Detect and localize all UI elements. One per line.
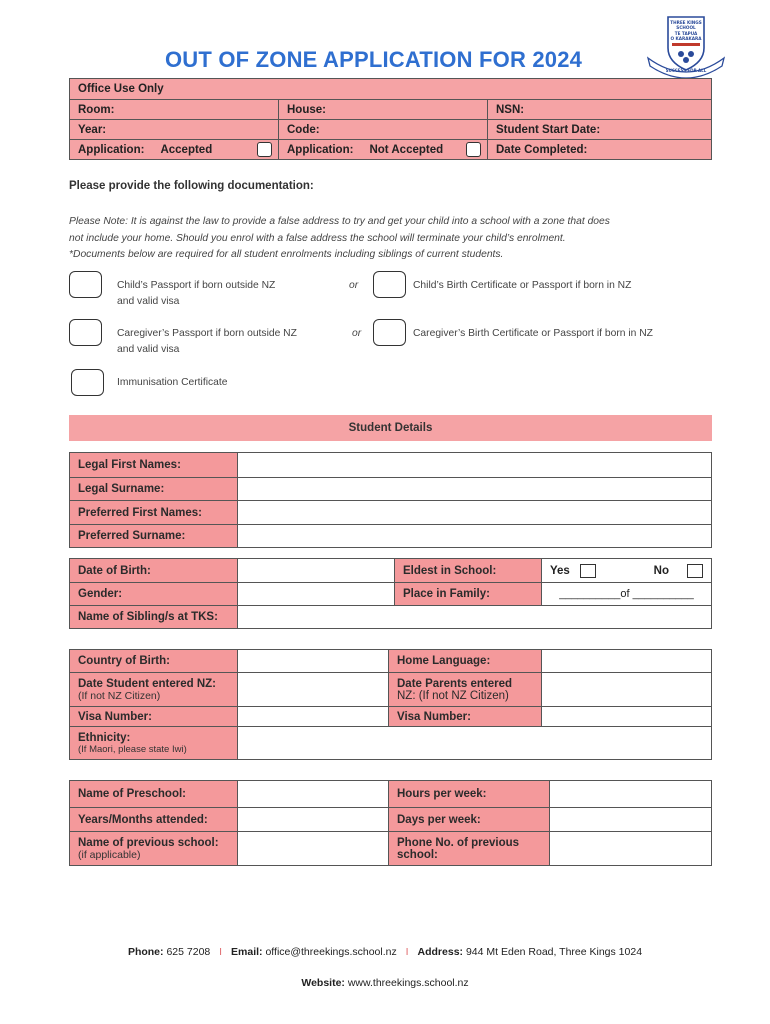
no-label: No [653, 564, 669, 577]
siblings-label: Name of Sibling/s at TKS: [70, 606, 237, 628]
nsn-field[interactable]: NSN: [496, 103, 525, 116]
preferred-first-names-input[interactable] [237, 501, 711, 524]
ethnicity-sub: (If Maori, please state Iwi) [78, 743, 187, 755]
application-accepted [70, 140, 279, 159]
documentation-note [69, 214, 709, 264]
website-label: Website: [301, 977, 345, 989]
years-attended-label: Years/Months attended: [70, 808, 237, 831]
caregiver-passport-label [117, 326, 297, 358]
previous-school-main: Name of previous school: [78, 836, 219, 849]
previous-school-input[interactable] [237, 832, 388, 865]
separator-2: I [405, 946, 409, 958]
eldest-no [654, 564, 703, 578]
date-entered-nz-label [70, 673, 237, 706]
names-table [69, 452, 712, 548]
child-passport-checkbox[interactable] [69, 271, 102, 298]
date-parents-sub: NZ: (If not NZ Citizen) [397, 689, 509, 702]
no-checkbox[interactable] [687, 564, 703, 578]
date-parents-entered-input[interactable] [541, 673, 711, 706]
svg-text:O KARAKARA: O KARAKARA [670, 36, 702, 41]
caregiver-passport-line1: Caregiver’s Passport if born outside NZ [117, 328, 297, 339]
email-link[interactable]: office@threekings.school.nz [265, 946, 397, 958]
home-language-input[interactable] [541, 650, 711, 672]
year-field[interactable]: Year: [70, 120, 279, 139]
previous-school-sub: (if applicable) [78, 848, 141, 861]
legal-first-names-label: Legal First Names: [70, 453, 237, 477]
application-label-2: Application: [287, 143, 354, 156]
application-not-accepted [279, 140, 488, 159]
gender-label: Gender: [70, 583, 237, 605]
years-attended-input[interactable] [237, 808, 388, 831]
child-passport-label [117, 278, 275, 310]
room-field[interactable]: Room: [70, 100, 279, 119]
previous-phone-main: Phone No. of previous [397, 836, 520, 849]
yes-checkbox[interactable] [580, 564, 596, 578]
visa-number-label: Visa Number: [70, 707, 237, 726]
note-line-1: Please Note: It is against the law to provide a false address to try and get your child into a school with a zone that does [69, 216, 610, 227]
previous-school-label [70, 832, 237, 865]
legal-surname-input[interactable] [237, 478, 711, 500]
application-label: Application: [78, 143, 145, 156]
dob-label: Date of Birth: [70, 559, 237, 582]
phone-label: Phone: [127, 946, 164, 958]
code-field[interactable]: Code: [279, 120, 488, 139]
svg-text:THREE KINGS: THREE KINGS [670, 20, 702, 25]
separator-1: I [219, 946, 223, 958]
ethnicity-input[interactable] [237, 727, 711, 759]
child-passport-line1: Child’s Passport if born outside NZ [117, 280, 276, 291]
eldest-label: Eldest in School: [394, 559, 541, 582]
school-logo [642, 14, 730, 78]
student-start-date-field[interactable]: Student Start Date: [496, 123, 601, 136]
svg-text:SCHOOL: SCHOOL [676, 25, 696, 30]
date-parents-entered-label [388, 673, 541, 706]
website-link[interactable]: www.threekings.school.nz [347, 977, 469, 989]
country-table [69, 649, 712, 760]
siblings-input[interactable] [237, 606, 711, 628]
parent-visa-number-label: Visa Number: [388, 707, 541, 726]
days-per-week-input[interactable] [549, 808, 711, 831]
date-completed-field[interactable]: Date Completed: [496, 143, 588, 156]
child-birth-cert-label: Child’s Birth Certificate or Passport if born in NZ [413, 280, 632, 291]
child-passport-line2: and valid visa [117, 296, 180, 307]
dob-input[interactable] [237, 559, 394, 582]
student-details-header: Student Details [69, 415, 712, 441]
accepted-label: Accepted [160, 143, 213, 156]
hours-per-week-label: Hours per week: [388, 781, 549, 807]
legal-first-names-input[interactable] [237, 453, 711, 477]
legal-surname-label: Legal Surname: [70, 478, 237, 500]
or-label-2: or [352, 328, 362, 339]
not-accepted-checkbox[interactable] [466, 142, 481, 157]
date-entered-main: Date Student entered NZ: [78, 677, 217, 690]
previous-school-phone-label [388, 832, 549, 865]
visa-number-input[interactable] [237, 707, 388, 726]
date-parents-main: Date Parents entered [397, 677, 513, 690]
dob-table [69, 558, 712, 629]
previous-school-phone-input[interactable] [549, 832, 711, 865]
caregiver-passport-line2: and valid visa [117, 344, 180, 355]
documentation-heading: Please provide the following documentation: [69, 180, 314, 192]
ethnicity-label [70, 727, 237, 759]
home-language-label: Home Language: [388, 650, 541, 672]
office-use-table [69, 78, 712, 160]
address-value: 944 Mt Eden Road, Three Kings 1024 [465, 946, 643, 958]
yes-label: Yes [550, 564, 570, 577]
page-title: OUT OF ZONE APPLICATION FOR 2024 [165, 47, 583, 72]
caregiver-birth-cert-label: Caregiver’s Birth Certificate or Passport if born in NZ [413, 328, 653, 339]
preschool-label: Name of Preschool: [70, 781, 237, 807]
note-line-3: *Documents below are required for all student enrolments including siblings of current students. [69, 249, 504, 260]
immunisation-checkbox[interactable] [71, 369, 104, 396]
place-in-family-input[interactable]: __________of __________ [541, 583, 711, 605]
hours-per-week-input[interactable] [549, 781, 711, 807]
immunisation-label: Immunisation Certificate [117, 377, 228, 388]
email-label: Email: [231, 946, 263, 958]
ethnicity-main: Ethnicity: [78, 731, 131, 744]
gender-input[interactable] [237, 583, 394, 605]
not-accepted-label: Not Accepted [369, 143, 444, 156]
footer-contact [0, 946, 770, 958]
preferred-surname-label: Preferred Surname: [70, 525, 237, 547]
parent-visa-number-input[interactable] [541, 707, 711, 726]
country-of-birth-label: Country of Birth: [70, 650, 237, 672]
caregiver-passport-checkbox[interactable] [69, 319, 102, 346]
caregiver-birth-cert-checkbox[interactable] [373, 319, 406, 346]
previous-phone-sub: school: [397, 848, 438, 861]
preferred-first-names-label: Preferred First Names: [70, 501, 237, 524]
days-per-week-label: Days per week: [388, 808, 549, 831]
place-in-family-label: Place in Family: [394, 583, 541, 605]
preschool-table [69, 780, 712, 866]
or-label-1: or [349, 280, 359, 291]
preschool-input[interactable] [237, 781, 388, 807]
svg-text:SUCCESS FOR ALL: SUCCESS FOR ALL [665, 68, 707, 73]
phone-value: 625 7208 [166, 946, 211, 958]
eldest-yes [550, 564, 596, 578]
office-use-header: Office Use Only [78, 83, 164, 95]
child-birth-cert-checkbox[interactable] [373, 271, 406, 298]
date-entered-nz-input[interactable] [237, 673, 388, 706]
house-field[interactable]: House: [279, 100, 488, 119]
footer-website [0, 977, 770, 989]
accepted-checkbox[interactable] [257, 142, 272, 157]
country-of-birth-input[interactable] [237, 650, 388, 672]
date-entered-sub: (If not NZ Citizen) [78, 689, 161, 702]
svg-text:TE TAPUA: TE TAPUA [674, 31, 698, 36]
preferred-surname-input[interactable] [237, 525, 711, 547]
address-label: Address: [417, 946, 464, 958]
note-line-2: not include your home. Should you enrol with a false address the school will terminate your child’s enrolment. [69, 232, 566, 244]
eldest-options [541, 559, 711, 582]
